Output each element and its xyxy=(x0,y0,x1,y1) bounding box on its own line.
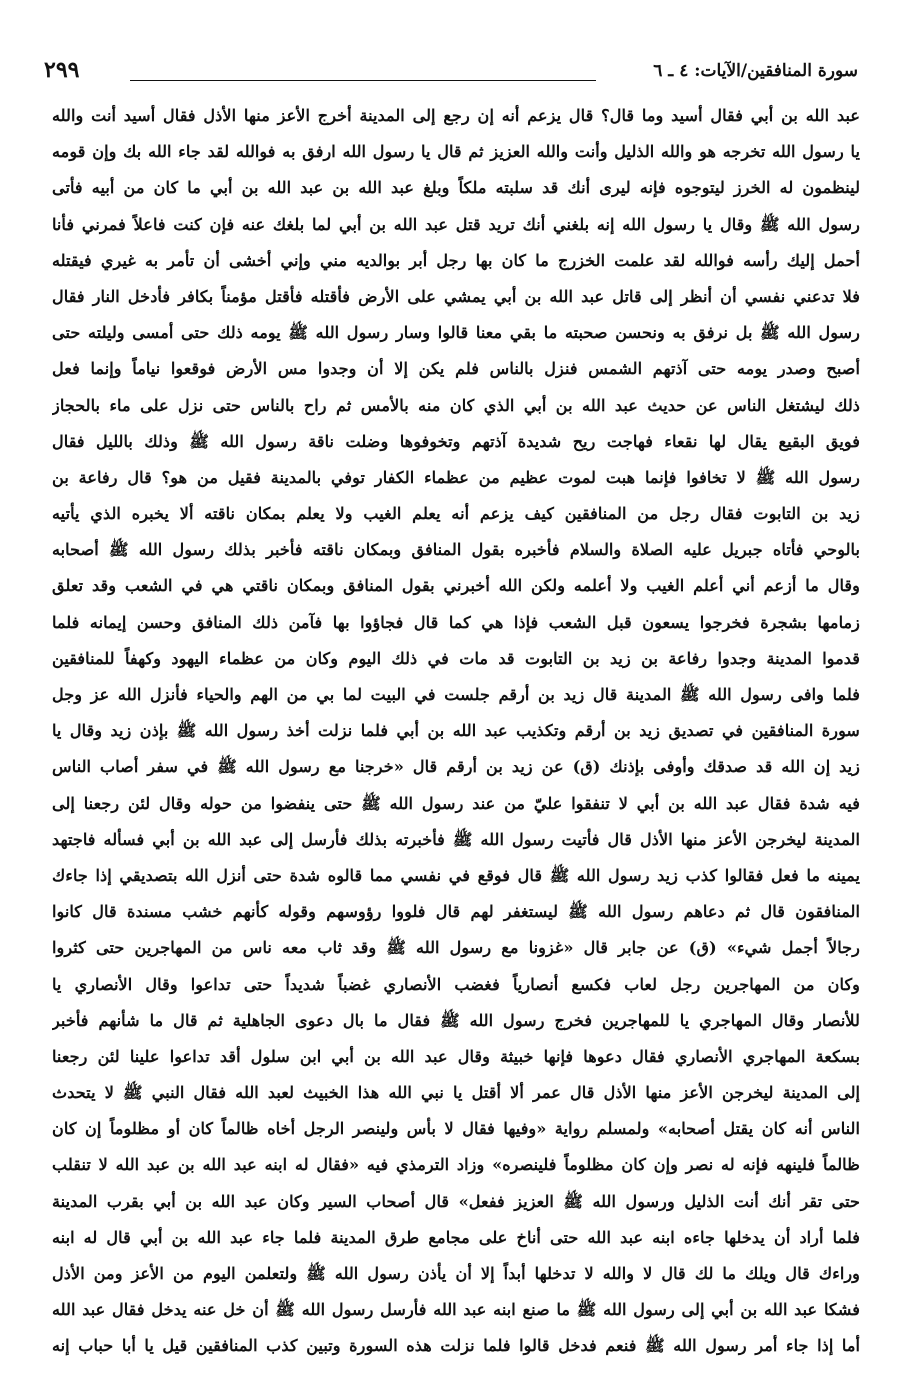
text-line: للأنصار وقال المهاجري يا للمهاجرين فخرج رسول الله ﷺ فقال ما بال دعوى الجاهلية ثم قال ما شأنهم فأخبر xyxy=(52,1010,860,1030)
page-header xyxy=(44,56,858,88)
text-line: رسول الله ﷺ وقال يا رسول الله إنه بلغني أنك تريد قتل عبد الله بن أبي لما بلغك عنه فإن كنت فاعلاً فمرني فأنا xyxy=(52,214,860,234)
text-line: رسول الله ﷺ لا تخافوا فإنما هبت لموت عظيم من عظماء الكفار توفي بالمدينة فقيل من هو؟ قال رفاعة بن xyxy=(52,467,860,487)
text-line: بالوحي فأتاه جبريل عليه الصلاة والسلام فأخبره بقول المنافق وبمكان ناقته فأخبر بذلك رسول الله ﷺ أصحابه xyxy=(52,540,860,560)
text-line: قدموا المدينة وجدوا رفاعة بن زيد بن التابوت قد مات في ذلك اليوم وكان من عظماء اليهود وكهفاً للمنافقين xyxy=(52,648,860,668)
text-line: لينظمون له الخرز ليتوجوه فإنه ليرى أنك قد سلبته ملكاً وبلغ عبد الله بن عبد الله بن أبي ما كان من أبيه فأتى xyxy=(52,178,860,198)
text-line: ظالماً فلينهه فإنه له نصر وإن كان مظلوماً فلينصره» وزاد الترمذي فيه «فقال له ابنه عبد الله بن عبد الله لا تنقلب xyxy=(52,1155,860,1175)
text-line: سورة المنافقين في تصديق زيد بن أرقم وتكذيب عبد الله بن أبي فلما نزلت أخذ رسول الله ﷺ بإذن زيد وقال يا xyxy=(52,721,860,741)
text-line: الناس أنه كان يقتل أصحابه» ولمسلم رواية «وفيها فقال لا بأس ولينصر الرجل أخاه ظالماً كان أو مظلوماً إن كان xyxy=(52,1119,860,1139)
text-line: فشكا عبد الله بن أبي إلى رسول الله ﷺ ما صنع ابنه عبد الله فأرسل رسول الله ﷺ أن خل عنه يدخل فقال عبد الله xyxy=(52,1300,860,1320)
text-line: فلما وافى رسول الله ﷺ المدينة قال زيد بن أرقم جلست في البيت لما بي من الهم والحياء فأنزل الله عز وجل xyxy=(52,685,860,704)
text-line: زمامها بشجرة فخرجوا يسعون قبل الشعب فإذا هي كما قال فجاؤوا بها فآمن ذلك المنافق وحسن إيمانه فلما xyxy=(52,612,860,632)
text-line: وقال ما أزعم أني أعلم الغيب ولا أعلمه ولكن الله أخبرني بقول المنافق وبمكان ناقتي هي في الشعب وقد تعلق xyxy=(52,576,860,596)
text-line: حتى تقر أنك أنت الذليل ورسول الله ﷺ العزيز ففعل» قال أصحاب السير وكان عبد الله بن أبي بقرب المدينة xyxy=(52,1191,860,1211)
text-line: أما إذا جاء أمر رسول الله ﷺ فنعم فدخل قالوا فلما نزلت هذه السورة وتبين كذب المنافقين قيل يا أبا حباب إنه xyxy=(52,1336,860,1356)
text-line: أحمل إليك رأسه فوالله لقد علمت الخزرج ما كان بها رجل أبر بوالديه مني وإني أخشى أن تأمر به غيري فيقتله xyxy=(52,250,860,270)
text-line: ذلك ليشتغل الناس عن حديث عبد الله بن أبي الذي كان منه بالأمس ثم راح بالناس حتى نزل على ماء بالحجاز xyxy=(52,395,860,415)
text-line: فلا تدعني نفسي أن أنظر إلى قاتل عبد الله بن أبي يمشي على الأرض فأقتله فأقتل مؤمناً بكافر فأدخل النار فقال xyxy=(52,286,860,306)
text-line: رسول الله ﷺ بل نرفق به ونحسن صحبته ما بقي معنا قالوا وسار رسول الله ﷺ يومه ذلك حتى أمسى وليلته حتى xyxy=(52,323,860,343)
text-line: فويق البقيع يقال لها نقعاء فهاجت ريح شديدة آذتهم وتخوفوها وضلت ناقة رسول الله ﷺ وذلك بالليل فقال xyxy=(52,431,860,451)
text-line: وراءك قال ويلك ما لك قال لا والله لا تدخلها أبداً إلا أن يأذن رسول الله ﷺ ولتعلمن اليوم من الأعز ومن الأذل xyxy=(52,1264,860,1283)
header-rule xyxy=(130,80,596,81)
text-line: بسكعة المهاجري الأنصاري فقال دعوها فإنها خبيثة وقال عبد الله بن أبي ابن سلول أقد تداعوا علينا لئن رجعنا xyxy=(52,1046,860,1066)
body-text xyxy=(52,98,860,1365)
text-line: المدينة ليخرجن الأعز منها الأذل قال فأتيت رسول الله ﷺ فأخبرته بذلك فأرسل إلى عبد الله بن أبي فسأله فاجتهد xyxy=(52,829,860,849)
text-line: أصبح وصدر يومه حتى آذتهم الشمس فنزل بالناس فلم يكن إلا أن وجدوا مس الأرض فوقعوا نياماً وإنما فعل xyxy=(52,359,860,379)
text-line: رجالاً أجمل شيء» (ق) عن جابر قال «غزونا مع رسول الله ﷺ وقد ثاب معه ناس من المهاجرين حتى كثروا xyxy=(52,938,860,958)
text-line: زيد بن التابوت فقال رجل من المنافقين كيف يزعم أنه يعلم الغيب ولا يعلم بمكان ناقته ألا يخبره الذي يأتيه xyxy=(52,504,860,524)
text-line: فلما أراد أن يدخلها جاءه ابنه عبد الله حتى أناخ على مجامع طرق المدينة فلما جاء عبد الله بن أبي قال له ابنه xyxy=(52,1227,860,1247)
text-line: إلى المدينة ليخرجن الأعز منها الأذل قال عمر ألا أقتل يا نبي الله هذا الخبيث لعبد الله فقال النبي ﷺ لا يتحدث xyxy=(52,1083,860,1103)
page-number: ٢٩٩ xyxy=(44,57,80,83)
surah-title: سورة المنافقين/الآيات: ٤ ـ ٦ xyxy=(653,61,858,81)
text-line: وكان من المهاجرين رجل لعاب فكسع أنصارياً فغضب الأنصاري غضباً شديداً حتى تداعوا وقال الأنصاري يا xyxy=(52,974,860,994)
text-line: المنافقون قال ثم دعاهم رسول الله ﷺ ليستغفر لهم قال فلووا رؤوسهم وقوله كأنهم خشب مسندة قال كانوا xyxy=(52,902,860,922)
text-line: يا رسول الله تخرجه هو والله الذليل وأنت والله العزيز ثم قال يا رسول الله ارفق به فوالله لقد جاء الله بك وإن قومه xyxy=(52,142,860,162)
text-line: يمينه ما فعل فقالوا كذب زيد رسول الله ﷺ قال فوقع في نفسي مما قالوه شدة حتى أنزل الله بتصديقي إذا جاءك xyxy=(52,865,860,885)
text-line: فيه شدة فقال عبد الله بن أبي لا تنفقوا عليّ من عند رسول الله ﷺ حتى ينفضوا من حوله وقال لئن رجعنا إلى xyxy=(52,793,860,813)
text-line: زيد إن الله قد صدقك وأوفى بإذنك (ق) عن زيد بن أرقم قال «خرجنا مع رسول الله ﷺ في سفر أصاب الناس xyxy=(52,757,860,777)
text-line: عبد الله بن أبي فقال أسيد وما قال؟ قال يزعم أنه إن رجع إلى المدينة أخرج الأعز منها الأذل فقال أسيد أنت والله xyxy=(52,106,860,125)
